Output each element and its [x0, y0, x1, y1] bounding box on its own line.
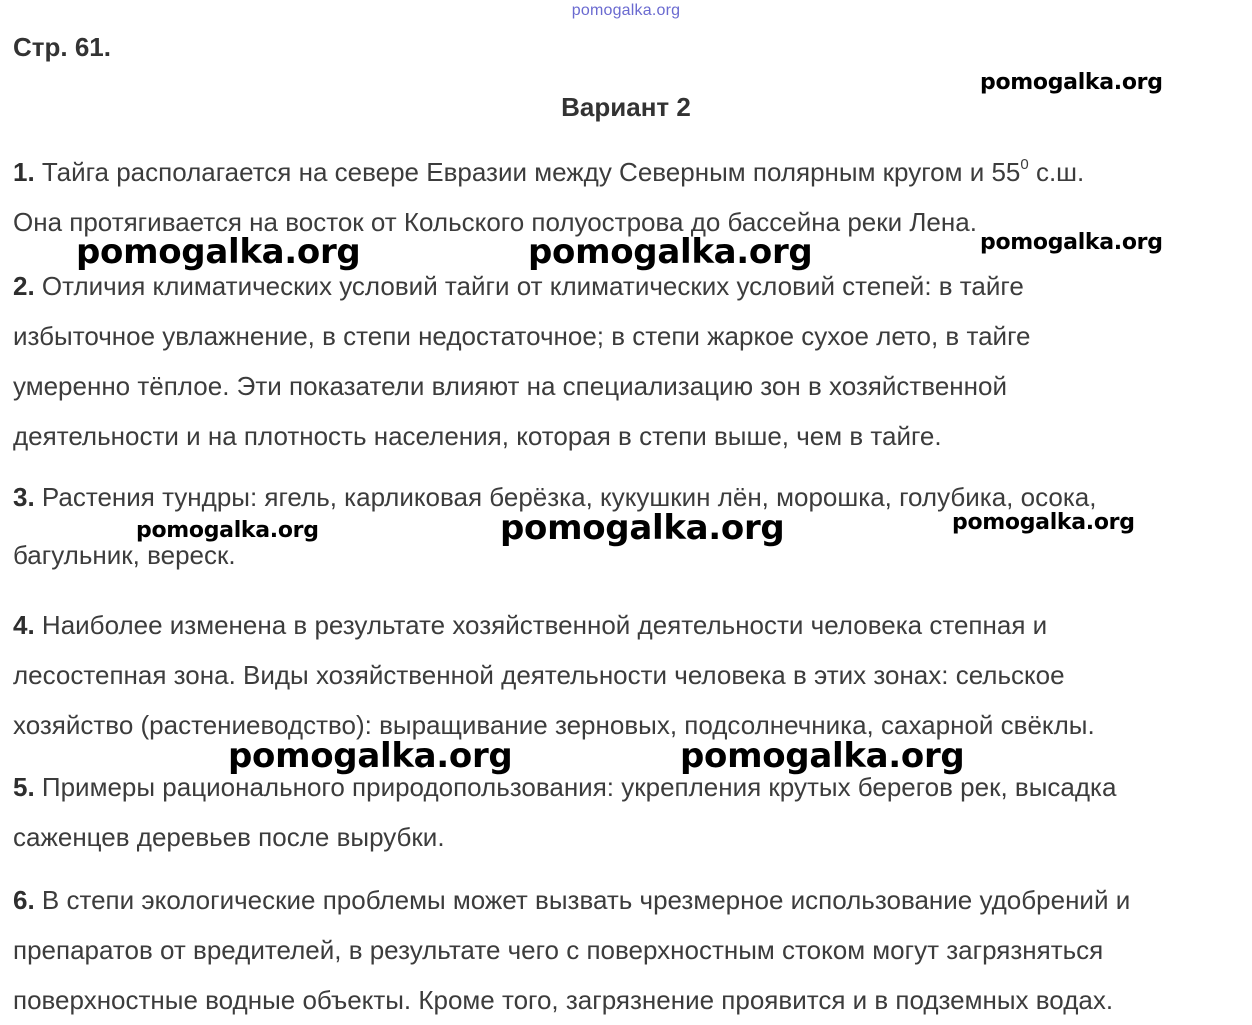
answer-6-line-2: препаратов от вредителей, в результате чего с поверхностным стоком могут загрязняться	[13, 935, 1104, 965]
answer-2-line-4: деятельности и на плотность населения, которая в степи выше, чем в тайге.	[13, 421, 942, 451]
watermark: pomogalka.org	[980, 230, 1163, 255]
watermark: pomogalka.org	[136, 518, 319, 543]
answer-4-line-2: лесостепная зона. Виды хозяйственной деятельности человека в этих зонах: сельское	[13, 660, 1065, 690]
watermark: pomogalka.org	[228, 736, 513, 776]
answer-2-line-2: избыточное увлажнение, в степи недостаточное; в степи жаркое сухое лето, в тайге	[13, 321, 1031, 351]
answer-5-line-2: саженцев деревьев после вырубки.	[13, 822, 445, 852]
answer-6-line-3: поверхностные водные объекты. Кроме того, загрязнение проявится и в подземных водах.	[13, 985, 1114, 1015]
answer-2-line-3: умеренно тёплое. Эти показатели влияют на специализацию зон в хозяйственной	[13, 371, 1007, 401]
watermark: pomogalka.org	[528, 232, 813, 272]
answer-5-line-1: 5. Примеры рационального природопользования: укрепления крутых берегов рек, высадка	[13, 772, 1117, 802]
answer-2	[13, 261, 1030, 461]
watermark: pomogalka.org	[500, 508, 785, 548]
answer-6-number: 6.	[13, 885, 35, 915]
answer-5-number: 5.	[13, 772, 35, 802]
variant-title: Вариант 2	[561, 92, 691, 122]
watermark: pomogalka.org	[952, 510, 1135, 535]
watermark: pomogalka.org	[76, 232, 361, 272]
answer-2-number: 2.	[13, 271, 35, 301]
degree-superscript: 0	[1020, 156, 1029, 173]
answer-5	[13, 762, 1116, 862]
answer-1-line-1: 1. Тайга располагается на севере Евразии между Северным полярным кругом и $55^0$ с.ш.	[13, 156, 1085, 187]
answer-4	[13, 600, 1095, 750]
answer-4-line-3: хозяйство (растениеводство): выращивание зерновых, подсолнечника, сахарной свёклы.	[13, 710, 1095, 740]
answer-2-line-1: 2. Отличия климатических условий тайги от климатических условий степей: в тайге	[13, 271, 1024, 301]
answer-3-line-2: багульник, вереск.	[13, 540, 236, 570]
watermark: pomogalka.org	[980, 70, 1163, 95]
page-number-label: Стр. 61.	[13, 32, 111, 62]
watermark: pomogalka.org	[680, 736, 965, 776]
answer-6-line-1: 6. В степи экологические проблемы может вызвать чрезмерное использование удобрений и	[13, 885, 1131, 915]
answer-1-number: 1.	[13, 157, 35, 187]
answer-1-line-2: Она протягивается на восток от Кольского полуострова до бассейна реки Лена.	[13, 207, 977, 237]
answer-3-line-1: 3. Растения тундры: ягель, карликовая берёзка, кукушкин лён, морошка, голубика, осока,	[13, 482, 1097, 512]
answer-4-line-1: 4. Наиболее изменена в результате хозяйственной деятельности человека степная и	[13, 610, 1048, 640]
answer-3-number: 3.	[13, 482, 35, 512]
top-watermark: pomogalka.org	[571, 2, 681, 19]
answer-4-number: 4.	[13, 610, 35, 640]
answer-6	[13, 875, 1130, 1025]
